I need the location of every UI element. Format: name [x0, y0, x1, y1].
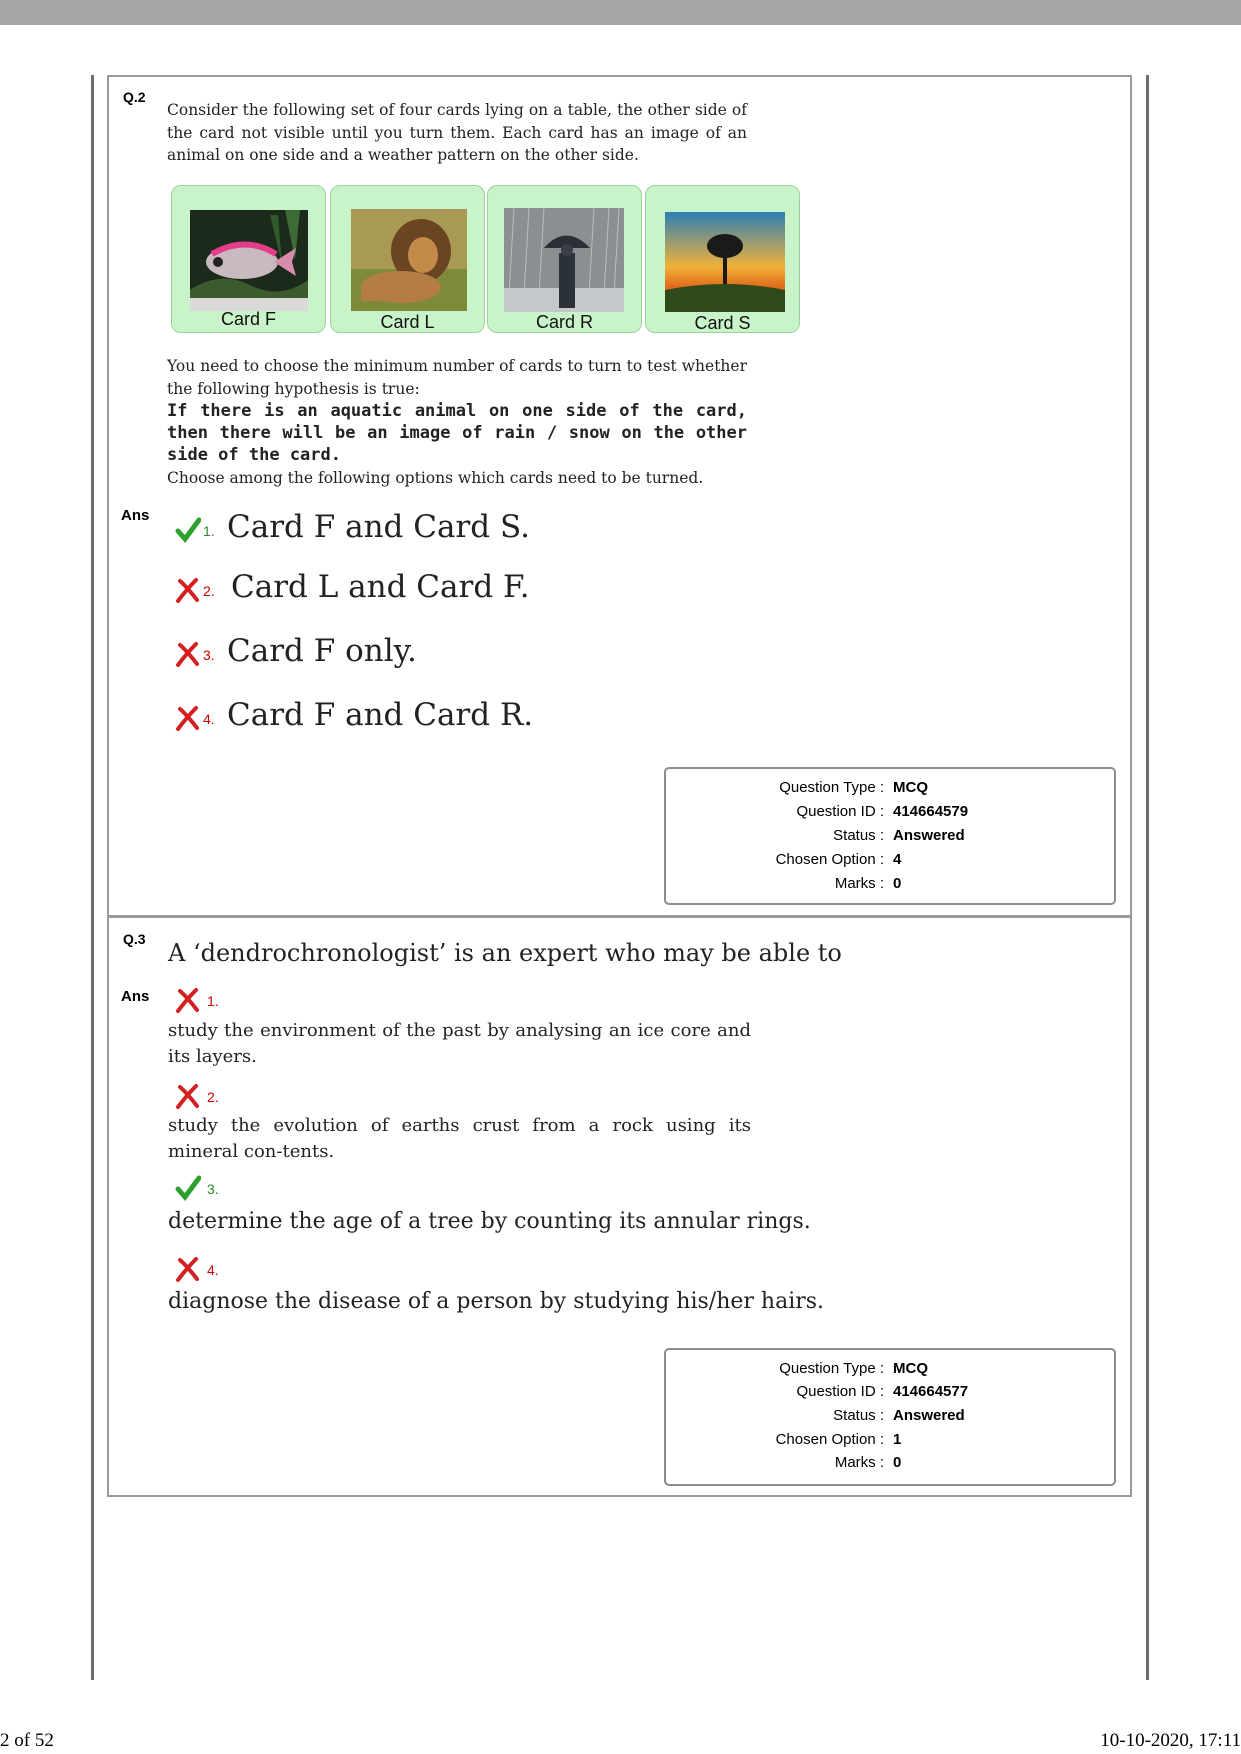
question-number: Q.3: [123, 931, 146, 947]
option-number: 1.: [203, 523, 215, 539]
task-text: You need to choose the minimum number of cards to turn to test whether the following hypothesis is true:: [167, 357, 747, 398]
right-border-line: [1146, 75, 1149, 1680]
option-number: 3.: [207, 1181, 219, 1197]
cross-icon: [175, 577, 201, 603]
question-text: A ‘dendrochronologist’ is an expert who may be able to: [168, 939, 842, 967]
card-label: Card F: [220, 309, 276, 329]
info-question-id: Question ID : 414664577: [796, 1383, 969, 1400]
question-info-box: [664, 1348, 1116, 1486]
question-3-box: [107, 915, 1132, 1497]
question-instruction: Choose among the following options which cards need to be turned.: [167, 469, 704, 487]
left-border-line: [91, 75, 94, 1680]
option-3-text: determine the age of a tree by counting its annular rings.: [168, 1209, 811, 1234]
info-question-type: Question Type : MCQ: [779, 779, 928, 796]
page-number: 2 of 52: [0, 1730, 54, 1751]
option-4-text: diagnose the disease of a person by studying his/her hairs.: [168, 1289, 825, 1314]
option-2-text: study the evolution of earths crust from a rock using its mineral con-tents.: [168, 1115, 751, 1162]
card-f: [171, 185, 326, 333]
card-label: Card L: [380, 312, 435, 332]
option-number: 2.: [207, 1089, 219, 1105]
info-marks: Marks : 0: [834, 875, 902, 892]
info-marks: Marks : 0: [834, 1454, 902, 1471]
option-text: Card F only.: [227, 633, 417, 669]
option-number: 1.: [207, 993, 219, 1009]
cross-icon: [175, 1256, 201, 1282]
option-number: 2.: [203, 583, 215, 599]
hypothesis-text: If there is an aquatic animal on one side of the card, then there will be an image of rain / snow on the other side of the card.: [167, 401, 747, 465]
info-question-id: Question ID : 414664579: [796, 803, 969, 820]
card-label: Card R: [535, 312, 593, 332]
answer-label: Ans: [121, 507, 150, 524]
info-chosen-option: Chosen Option : 1: [775, 1431, 902, 1448]
cross-icon: [175, 705, 201, 731]
cross-icon: [175, 987, 201, 1013]
option-number: 3.: [203, 647, 215, 663]
card-r: [487, 185, 642, 333]
question-info-box: [664, 767, 1116, 905]
card-label: Card S: [694, 313, 751, 333]
info-chosen-option: Chosen Option : 4: [775, 851, 902, 868]
answer-label: Ans: [121, 988, 150, 1005]
cross-icon: [175, 1083, 201, 1109]
info-status: Status : Answered: [833, 1407, 965, 1424]
question-intro: Consider the following set of four cards lying on a table, the other side of the card not visible until you turn them. Each card has an image of an animal on one side and a weather pattern on the other side.: [167, 101, 747, 164]
print-datetime: 10-10-2020, 17:11: [1100, 1730, 1241, 1751]
cross-icon: [175, 641, 201, 667]
rain-umbrella-image: [504, 208, 624, 312]
option-number: 4.: [203, 711, 215, 727]
fish-image: [190, 210, 308, 311]
option-number: 4.: [207, 1262, 219, 1278]
card-l: [330, 185, 485, 333]
option-text: Card F and Card S.: [227, 509, 530, 545]
info-status: Status : Answered: [833, 827, 965, 844]
question-2-box: [107, 75, 1132, 918]
question-number: Q.2: [123, 89, 146, 105]
top-bar: [0, 0, 1241, 25]
card-set: [171, 185, 805, 337]
option-text: Card F and Card R.: [227, 697, 534, 733]
lion-image: [351, 209, 467, 311]
card-s: [645, 185, 800, 333]
info-question-type: Question Type : MCQ: [779, 1360, 928, 1377]
check-icon: [175, 1175, 201, 1201]
option-text: Card L and Card F.: [231, 569, 530, 605]
question-task: [167, 355, 747, 466]
check-icon: [175, 517, 201, 543]
sunset-tree-image: [665, 212, 785, 312]
option-1-text: study the environment of the past by analysing an ice core and its layers.: [168, 1020, 751, 1067]
